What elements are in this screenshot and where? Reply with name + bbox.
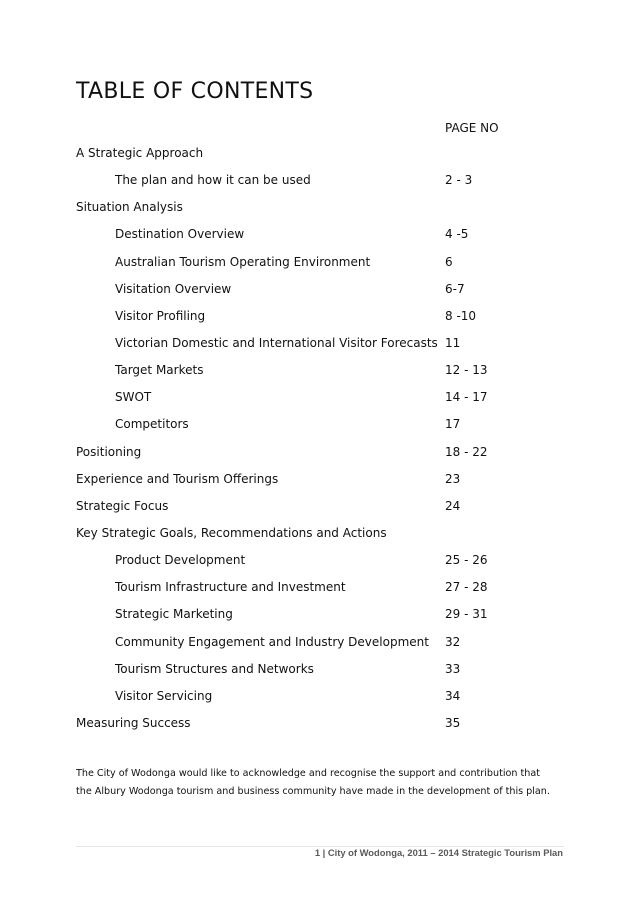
toc-subsection-entry — [76, 629, 576, 656]
toc-entry-page-number: 17 — [445, 417, 461, 432]
toc-entry-title: Situation Analysis — [76, 200, 183, 215]
acknowledgement-line: The City of Wodonga would like to acknowledge and recognise the support and contribution that — [76, 768, 540, 779]
toc-subsection-entry — [76, 249, 576, 276]
toc-entry-title: Strategic Marketing — [115, 607, 233, 622]
toc-entry-title: Tourism Infrastructure and Investment — [115, 580, 346, 595]
toc-subsection-entry — [76, 384, 576, 411]
toc-subsection-entry — [76, 221, 576, 248]
acknowledgement-text — [76, 765, 596, 801]
toc-entry-page-number: 27 - 28 — [445, 580, 488, 595]
toc-entry-page-number: 34 — [445, 688, 461, 703]
toc-entry-title: Key Strategic Goals, Recommendations and Actions — [76, 525, 387, 540]
toc-subsection-entry — [76, 656, 576, 683]
toc-entry-title: Measuring Success — [76, 715, 191, 730]
toc-entry-title: Visitor Profiling — [115, 308, 206, 323]
toc-subsection-entry — [76, 601, 576, 628]
toc-entry-page-number: 18 - 22 — [445, 444, 488, 459]
toc-entry-page-number: 33 — [445, 661, 461, 676]
toc-entry-page-number: 12 - 13 — [445, 363, 488, 378]
toc-entry-title: Visitor Servicing — [115, 688, 213, 703]
toc-entry-title: Target Markets — [115, 363, 204, 378]
toc-section-entry — [76, 439, 576, 466]
toc-entry-page-number: 2 - 3 — [445, 173, 473, 188]
page-title: TABLE OF CONTENTS — [76, 79, 314, 104]
toc-entry-page-number: 25 - 26 — [445, 553, 488, 568]
toc-entry-page-number: 4 -5 — [445, 227, 469, 242]
toc-entry-page-number: 23 — [445, 471, 461, 486]
toc-entry-page-number: 29 - 31 — [445, 607, 488, 622]
toc-subsection-entry — [76, 683, 576, 710]
toc-entry-title: SWOT — [115, 390, 152, 405]
toc-subsection-entry — [76, 357, 576, 384]
toc-entry-title: Positioning — [76, 444, 142, 459]
toc-subsection-entry — [76, 276, 576, 303]
toc-entry-page-number: 6 — [445, 254, 453, 269]
toc-entry-title: The plan and how it can be used — [115, 173, 311, 188]
toc-section-entry — [76, 140, 576, 167]
toc-entry-page-number: 32 — [445, 634, 461, 649]
toc-subsection-entry — [76, 167, 576, 194]
toc-subsection-entry — [76, 574, 576, 601]
toc-subsection-entry — [76, 303, 576, 330]
toc-entry-page-number: 35 — [445, 715, 461, 730]
toc-entry-page-number: 6-7 — [445, 281, 465, 296]
toc-section-entry — [76, 710, 576, 737]
toc-subsection-entry — [76, 411, 576, 438]
toc-section-entry — [76, 194, 576, 221]
toc-entry-page-number: 11 — [445, 335, 461, 350]
toc-entry-title: Tourism Structures and Networks — [115, 661, 314, 676]
toc-entry-title: Australian Tourism Operating Environment — [115, 254, 371, 269]
page-footer: 1 | City of Wodonga, 2011 – 2014 Strategic Tourism Plan — [314, 847, 563, 858]
toc-section-entry — [76, 466, 576, 493]
toc-entry-title: Product Development — [115, 553, 246, 568]
table-of-contents — [76, 140, 576, 737]
acknowledgement-line: the Albury Wodonga tourism and business community have made in the development of this plan. — [76, 786, 550, 797]
toc-section-entry — [76, 520, 576, 547]
toc-subsection-entry — [76, 547, 576, 574]
toc-entry-page-number: 24 — [445, 498, 461, 513]
toc-entry-title: A Strategic Approach — [76, 146, 204, 160]
toc-entry-title: Experience and Tourism Offerings — [76, 471, 279, 486]
toc-entry-title: Community Engagement and Industry Development — [115, 634, 429, 649]
toc-entry-page-number: 8 -10 — [445, 308, 477, 323]
page-number-column-header: PAGE NO — [445, 121, 499, 135]
toc-section-entry — [76, 493, 576, 520]
toc-subsection-entry — [76, 330, 576, 357]
toc-entry-page-number: 14 - 17 — [445, 390, 488, 405]
toc-entry-title: Strategic Focus — [76, 498, 169, 513]
toc-entry-title: Victorian Domestic and International Visitor Forecasts — [115, 335, 438, 350]
toc-entry-title: Visitation Overview — [115, 281, 232, 296]
toc-entry-title: Destination Overview — [115, 227, 245, 242]
toc-entry-title: Competitors — [115, 417, 189, 432]
